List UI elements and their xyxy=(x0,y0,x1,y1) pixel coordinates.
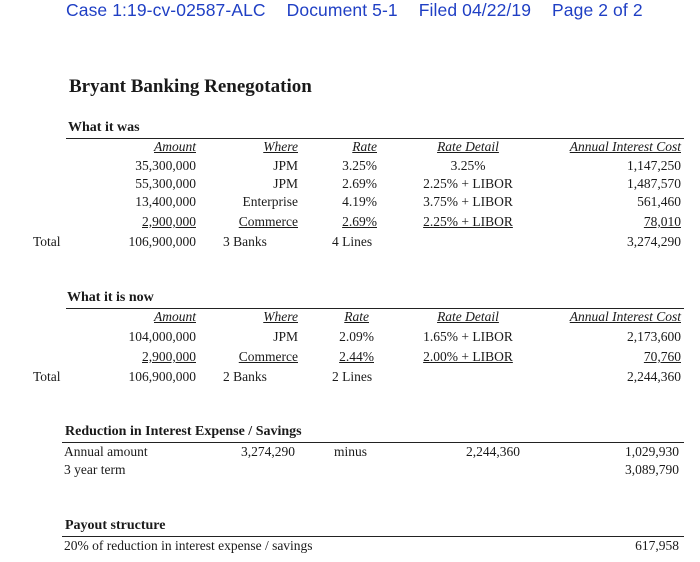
total-cost: 2,244,360 xyxy=(627,369,681,384)
annual-result: 1,029,930 xyxy=(625,444,679,459)
total-cost: 3,274,290 xyxy=(627,234,681,249)
total-amount: 106,900,000 xyxy=(128,234,196,249)
where-cell: Enterprise xyxy=(242,194,298,209)
annual-before: 3,274,290 xyxy=(241,444,295,459)
cost-cell: 1,487,570 xyxy=(627,176,681,191)
rate-cell: 2.69% xyxy=(342,214,377,229)
cost-cell: 561,460 xyxy=(637,194,681,209)
payout-heading: Payout structure xyxy=(65,518,166,533)
now-col-rate-detail: Rate Detail xyxy=(437,309,499,324)
amount-cell: 2,900,000 xyxy=(142,214,196,229)
filed-date: Filed 04/22/19 xyxy=(418,0,532,20)
rate-cell: 4.19% xyxy=(342,194,377,209)
was-col-cost: Annual Interest Cost xyxy=(569,139,681,154)
rate-detail-cell: 2.25% + LIBOR xyxy=(423,176,513,191)
now-heading: What it is now xyxy=(67,290,154,305)
amount-cell: 13,400,000 xyxy=(135,194,196,209)
where-cell: JPM xyxy=(273,329,298,344)
term-result: 3,089,790 xyxy=(625,462,679,477)
rate-cell: 2.44% xyxy=(339,349,374,364)
was-col-rate-detail: Rate Detail xyxy=(437,139,499,154)
annual-after: 2,244,360 xyxy=(466,444,520,459)
rate-detail-cell: 1.65% + LIBOR xyxy=(423,329,513,344)
minus-label: minus xyxy=(334,444,368,459)
amount-cell: 55,300,000 xyxy=(135,176,196,191)
case-header xyxy=(66,0,659,21)
payout-value: 617,958 xyxy=(635,538,679,553)
was-col-amount: Amount xyxy=(154,139,196,154)
rate-cell: 2.09% xyxy=(339,329,374,344)
term-label: 3 year term xyxy=(64,462,126,477)
now-col-cost: Annual Interest Cost xyxy=(569,309,681,324)
rate-detail-cell: 2.00% + LIBOR xyxy=(423,349,513,364)
total-amount: 106,900,000 xyxy=(128,369,196,384)
total-lines: 4 Lines xyxy=(332,234,373,249)
page-number: Page 2 of 2 xyxy=(552,0,643,20)
was-col-where: Where xyxy=(263,139,298,154)
rate-detail-cell: 2.25% + LIBOR xyxy=(423,214,513,229)
cost-cell: 70,760 xyxy=(643,349,681,364)
total-banks: 2 Banks xyxy=(223,369,267,384)
total-lines: 2 Lines xyxy=(332,369,373,384)
where-cell: JPM xyxy=(273,176,298,191)
annual-label: Annual amount xyxy=(64,444,148,459)
amount-cell: 104,000,000 xyxy=(128,329,196,344)
now-col-amount: Amount xyxy=(154,309,196,324)
amount-cell: 2,900,000 xyxy=(142,349,196,364)
amount-cell: 35,300,000 xyxy=(135,158,196,173)
rate-detail-cell: 3.25% xyxy=(450,158,486,173)
payout-label: 20% of reduction in interest expense / savings xyxy=(64,538,313,553)
total-label: Total xyxy=(33,369,61,384)
cost-cell: 1,147,250 xyxy=(627,158,681,173)
where-cell: JPM xyxy=(273,158,298,173)
rate-detail-cell: 3.75% + LIBOR xyxy=(423,194,513,209)
was-heading: What it was xyxy=(68,120,140,135)
now-col-rate: Rate xyxy=(344,309,369,324)
reduction-heading: Reduction in Interest Expense / Savings xyxy=(65,424,302,439)
was-col-rate: Rate xyxy=(352,139,377,154)
now-col-where: Where xyxy=(263,309,298,324)
rate-cell: 2.69% xyxy=(342,176,377,191)
reduction-rule xyxy=(62,442,684,443)
cost-cell: 2,173,600 xyxy=(627,329,681,344)
case-number: Case 1:19-cv-02587-ALC xyxy=(66,0,266,20)
where-cell: Commerce xyxy=(238,349,298,364)
cost-cell: 78,010 xyxy=(643,214,681,229)
total-banks: 3 Banks xyxy=(223,234,267,249)
where-cell: Commerce xyxy=(238,214,298,229)
rate-cell: 3.25% xyxy=(342,158,377,173)
payout-rule xyxy=(62,536,684,537)
total-label: Total xyxy=(33,234,61,249)
document-number: Document 5-1 xyxy=(286,0,398,20)
page-title: Bryant Banking Renegotation xyxy=(69,76,312,97)
